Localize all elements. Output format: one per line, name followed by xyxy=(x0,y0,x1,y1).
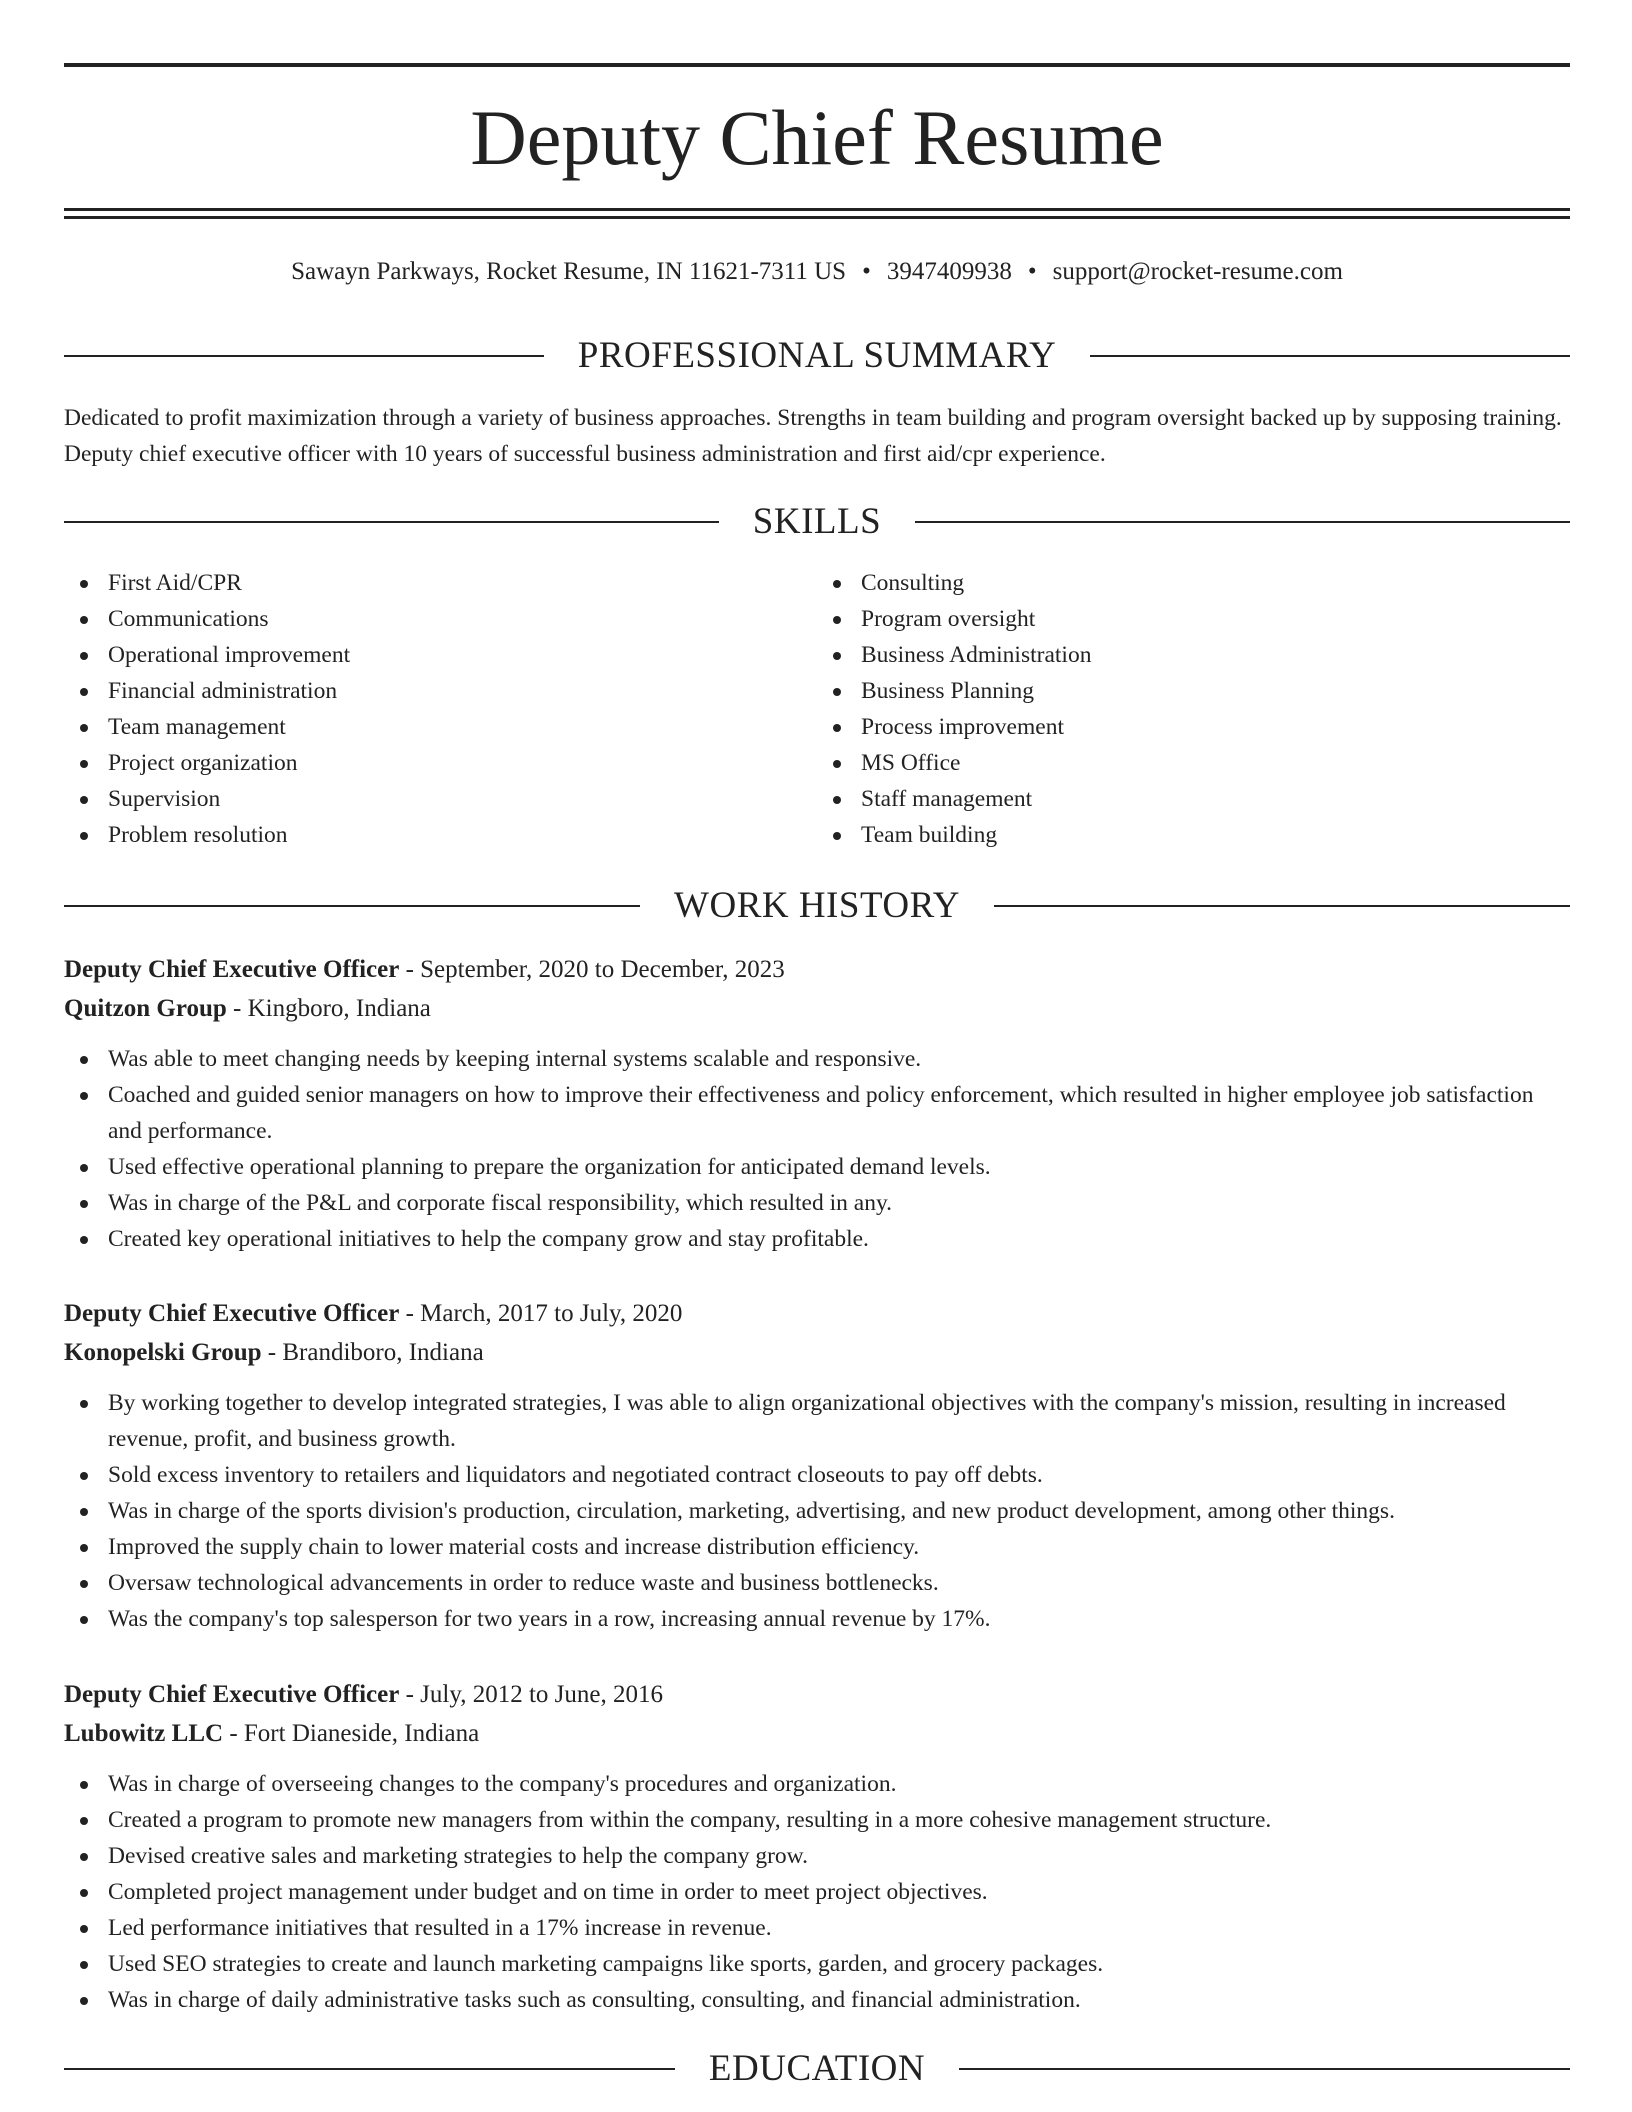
skill-item: Operational improvement xyxy=(108,637,817,673)
job-bullet: Created key operational initiatives to help the company grow and stay profitable. xyxy=(108,1221,1570,1257)
skills-heading-text: SKILLS xyxy=(752,501,882,542)
section-rule xyxy=(1090,355,1570,357)
work-section-heading xyxy=(64,884,1570,928)
job-bullet: By working together to develop integrated strategies, I was able to align organizational objectives with the company's mission, resulting in increased revenue, profit, and business growth. xyxy=(108,1385,1570,1457)
section-rule xyxy=(959,2068,1570,2070)
job-bullets xyxy=(64,1041,1570,1257)
skill-item: MS Office xyxy=(861,745,1570,781)
skill-item: Business Administration xyxy=(861,637,1570,673)
job-title: Deputy Chief Executive Officer xyxy=(64,1300,400,1327)
summary-heading-text: PROFESSIONAL SUMMARY xyxy=(577,335,1057,376)
job-title-line xyxy=(64,950,1570,989)
job-bullet: Was in charge of overseeing changes to the company's procedures and organization. xyxy=(108,1766,1570,1802)
job-bullet: Oversaw technological advancements in order to reduce waste and business bottlenecks. xyxy=(108,1565,1570,1601)
job-bullet: Used SEO strategies to create and launch marketing campaigns like sports, garden, and grocery packages. xyxy=(108,1946,1570,1982)
resume-title: Deputy Chief Resume xyxy=(470,94,1164,181)
contact-separator: • xyxy=(1027,258,1037,285)
contact-email: support@rocket-resume.com xyxy=(1052,258,1343,285)
header-double-rule-lower xyxy=(64,216,1570,219)
job-bullets xyxy=(64,1385,1570,1637)
skill-item: Process improvement xyxy=(861,709,1570,745)
header-top-rule xyxy=(64,63,1570,67)
job-bullet: Was in charge of the P&L and corporate fiscal responsibility, which resulted in any. xyxy=(108,1185,1570,1221)
summary-section-heading xyxy=(64,334,1570,378)
contact-separator: • xyxy=(862,258,871,285)
work-heading-text: WORK HISTORY xyxy=(674,885,960,926)
job-bullet: Was the company's top salesperson for two years in a row, increasing annual revenue by 17%. xyxy=(108,1601,1570,1637)
job-bullets xyxy=(64,1766,1570,2018)
section-rule xyxy=(64,2068,675,2070)
job-title-line xyxy=(64,1675,1570,1714)
job-company-line xyxy=(64,1333,1570,1372)
job-bullet: Completed project management under budget and on time in order to meet project objectives. xyxy=(108,1874,1570,1910)
job-entry xyxy=(64,1675,1570,2018)
section-rule xyxy=(64,905,640,907)
job-company: Konopelski Group xyxy=(64,1339,262,1366)
skill-item: First Aid/CPR xyxy=(108,565,817,601)
skills-section-heading xyxy=(64,500,1570,544)
skills-column-left xyxy=(64,565,817,853)
section-rule xyxy=(64,521,719,523)
job-bullet: Sold excess inventory to retailers and liquidators and negotiated contract closeouts to pay off debts. xyxy=(108,1457,1570,1493)
job-bullet: Coached and guided senior managers on how to improve their effectiveness and policy enforcement, which resulted in higher employee job satisfaction and performance. xyxy=(108,1077,1570,1149)
skill-item: Team management xyxy=(108,709,817,745)
skill-item: Program oversight xyxy=(861,601,1570,637)
education-heading-text: EDUCATION xyxy=(708,2048,926,2089)
skill-item: Supervision xyxy=(108,781,817,817)
header-double-rule-upper xyxy=(64,208,1570,211)
job-location: - Kingboro, Indiana xyxy=(226,995,431,1022)
job-bullet: Was in charge of the sports division's production, circulation, marketing, advertising, and new product development, among other things. xyxy=(108,1493,1570,1529)
job-title: Deputy Chief Executive Officer xyxy=(64,956,400,983)
skill-item: Project organization xyxy=(108,745,817,781)
job-company-line xyxy=(64,989,1570,1028)
skill-item: Communications xyxy=(108,601,817,637)
summary-text: Dedicated to profit maximization through a variety of business approaches. Strengths in team building and program oversight backed up by supposing training. Deputy chief executive officer with 10 years of successful business administration and first aid/cpr experience. xyxy=(64,405,1562,467)
skill-item: Staff management xyxy=(861,781,1570,817)
job-bullet: Was able to meet changing needs by keeping internal systems scalable and responsive. xyxy=(108,1041,1570,1077)
job-company: Quitzon Group xyxy=(64,995,227,1022)
job-bullet: Devised creative sales and marketing strategies to help the company grow. xyxy=(108,1838,1570,1874)
job-entry xyxy=(64,1294,1570,1637)
job-location: - Brandiboro, Indiana xyxy=(261,1339,484,1366)
skill-item: Consulting xyxy=(861,565,1570,601)
job-bullet: Led performance initiatives that resulted in a 17% increase in revenue. xyxy=(108,1910,1570,1946)
job-title: Deputy Chief Executive Officer xyxy=(64,1681,400,1708)
skill-item: Problem resolution xyxy=(108,817,817,853)
contact-line xyxy=(64,255,1570,289)
job-title-line xyxy=(64,1294,1570,1333)
section-rule xyxy=(994,905,1570,907)
skills-list xyxy=(64,565,1570,853)
contact-address: Sawayn Parkways, Rocket Resume, IN 11621-7311 US xyxy=(291,258,847,285)
job-company: Lubowitz LLC xyxy=(64,1720,224,1747)
job-company-line xyxy=(64,1714,1570,1753)
job-bullet: Was in charge of daily administrative tasks such as consulting, consulting, and financial administration. xyxy=(108,1982,1570,2018)
job-location: - Fort Dianeside, Indiana xyxy=(223,1720,480,1747)
skills-column-right xyxy=(817,565,1570,853)
job-bullet: Created a program to promote new managers from within the company, resulting in a more cohesive management structure. xyxy=(108,1802,1570,1838)
job-bullet: Used effective operational planning to prepare the organization for anticipated demand levels. xyxy=(108,1149,1570,1185)
job-dates: - July, 2012 to June, 2016 xyxy=(399,1681,663,1708)
job-dates: - September, 2020 to December, 2023 xyxy=(399,956,785,983)
section-rule xyxy=(64,355,544,357)
job-entry xyxy=(64,950,1570,1257)
section-rule xyxy=(915,521,1570,523)
job-dates: - March, 2017 to July, 2020 xyxy=(399,1300,683,1327)
skill-item: Financial administration xyxy=(108,673,817,709)
contact-phone: 3947409938 xyxy=(886,258,1012,285)
education-section-heading xyxy=(64,2047,1570,2091)
job-bullet: Improved the supply chain to lower material costs and increase distribution efficiency. xyxy=(108,1529,1570,1565)
skill-item: Team building xyxy=(861,817,1570,853)
skill-item: Business Planning xyxy=(861,673,1570,709)
